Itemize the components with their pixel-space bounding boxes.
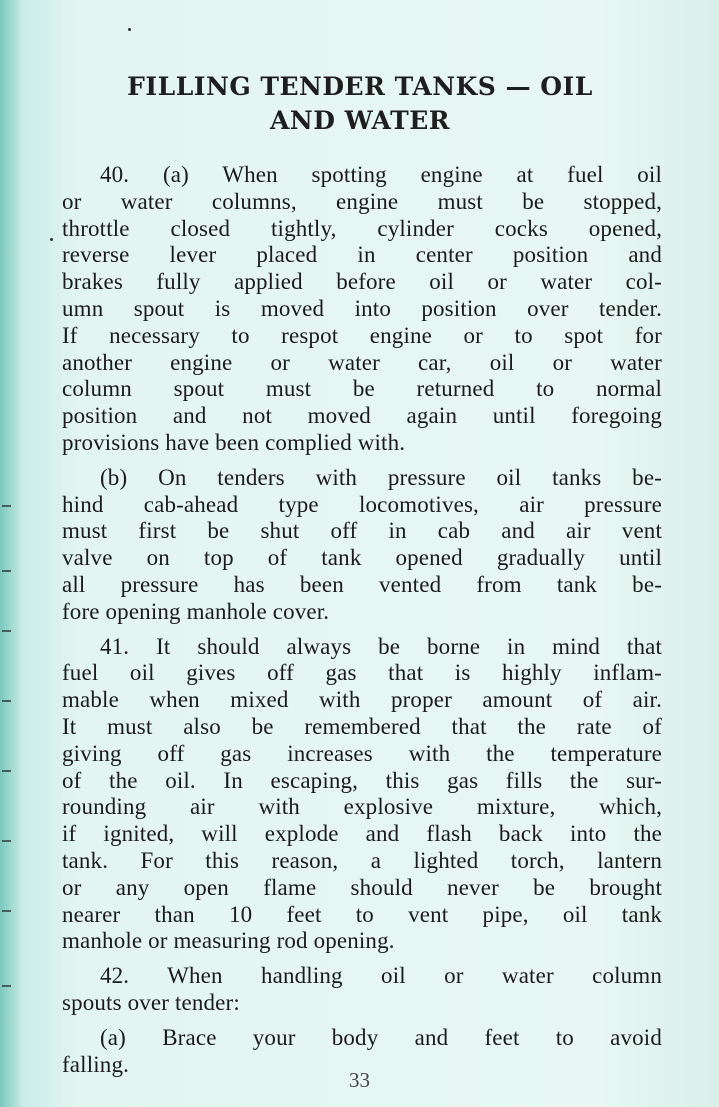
text-line: rounding air with explosive mixture, which, — [62, 794, 662, 820]
print-speck — [50, 238, 53, 241]
binding-stitch — [2, 700, 11, 702]
text-line: mable when mixed with proper amount of air. — [62, 687, 662, 713]
text-line: fore opening manhole cover. — [62, 598, 330, 624]
text-line: all pressure has been vented from tank be- — [62, 571, 662, 597]
text-line: It must also be remembered that the rate of — [62, 713, 662, 739]
text-line: provisions have been complied with. — [62, 429, 406, 455]
text-line: manhole or measuring rod opening. — [62, 928, 395, 954]
text-line: or water columns, engine must be stopped, — [62, 188, 662, 214]
text-line: fuel oil gives off gas that is highly inflam- — [62, 660, 662, 686]
text-line: tank. For this reason, a lighted torch, lantern — [62, 847, 662, 873]
text-line: hind cab-ahead type locomotives, air pressure — [62, 491, 662, 517]
text-line: if ignited, will explode and flash back into the — [62, 821, 662, 847]
text-line: brakes fully applied before oil or water col- — [62, 269, 662, 295]
text-line: throttle closed tightly, cylinder cocks opened, — [62, 215, 662, 241]
print-speck — [128, 28, 131, 31]
page-number: 33 — [349, 1068, 370, 1092]
binding-spine — [0, 0, 22, 1107]
binding-stitch — [2, 840, 11, 842]
text-line: spouts over tender: — [62, 989, 240, 1015]
text-line: or any open flame should never be brought — [62, 874, 662, 900]
binding-stitch — [2, 505, 11, 507]
binding-stitch — [2, 985, 11, 987]
text-line: (b) On tenders with pressure oil tanks be- — [100, 464, 662, 490]
text-line: valve on top of tank opened gradually until — [62, 545, 662, 571]
text-line: (a) Brace your body and feet to avoid — [100, 1024, 662, 1050]
paragraph-40a — [62, 162, 662, 457]
binding-stitch — [2, 770, 11, 772]
text-line: column spout must be returned to normal — [62, 376, 662, 402]
text-line: umn spout is moved into position over tender. — [62, 295, 662, 321]
binding-stitch — [2, 630, 11, 632]
text-line: position and not moved again until foregoing — [62, 403, 662, 429]
binding-stitch — [2, 570, 11, 572]
paragraph-42 — [62, 963, 662, 1017]
text-line: giving off gas increases with the temperature — [62, 740, 662, 766]
section-title — [60, 70, 660, 138]
paragraph-41 — [62, 634, 662, 956]
text-line: falling. — [62, 1051, 129, 1077]
text-line: of the oil. In escaping, this gas fills the sur- — [62, 767, 662, 793]
body-text — [62, 162, 662, 1078]
text-line: 42. When handling oil or water column — [100, 963, 662, 989]
title-line-1: FILLING TENDER TANKS — OIL — [127, 72, 593, 101]
text-line: reverse lever placed in center position and — [62, 242, 662, 268]
text-line: 41. It should always be borne in mind that — [100, 633, 662, 659]
title-line-2: AND WATER — [269, 106, 451, 135]
text-line: nearer than 10 feet to vent pipe, oil tank — [62, 901, 662, 927]
text-line: If necessary to respot engine or to spot for — [62, 322, 662, 348]
text-line: another engine or water car, oil or water — [62, 349, 662, 375]
text-line: 40. (a) When spotting engine at fuel oil — [100, 162, 662, 187]
text-line: must first be shut off in cab and air vent — [62, 518, 662, 544]
binding-stitch — [2, 910, 11, 912]
paragraph-40b — [62, 465, 662, 626]
